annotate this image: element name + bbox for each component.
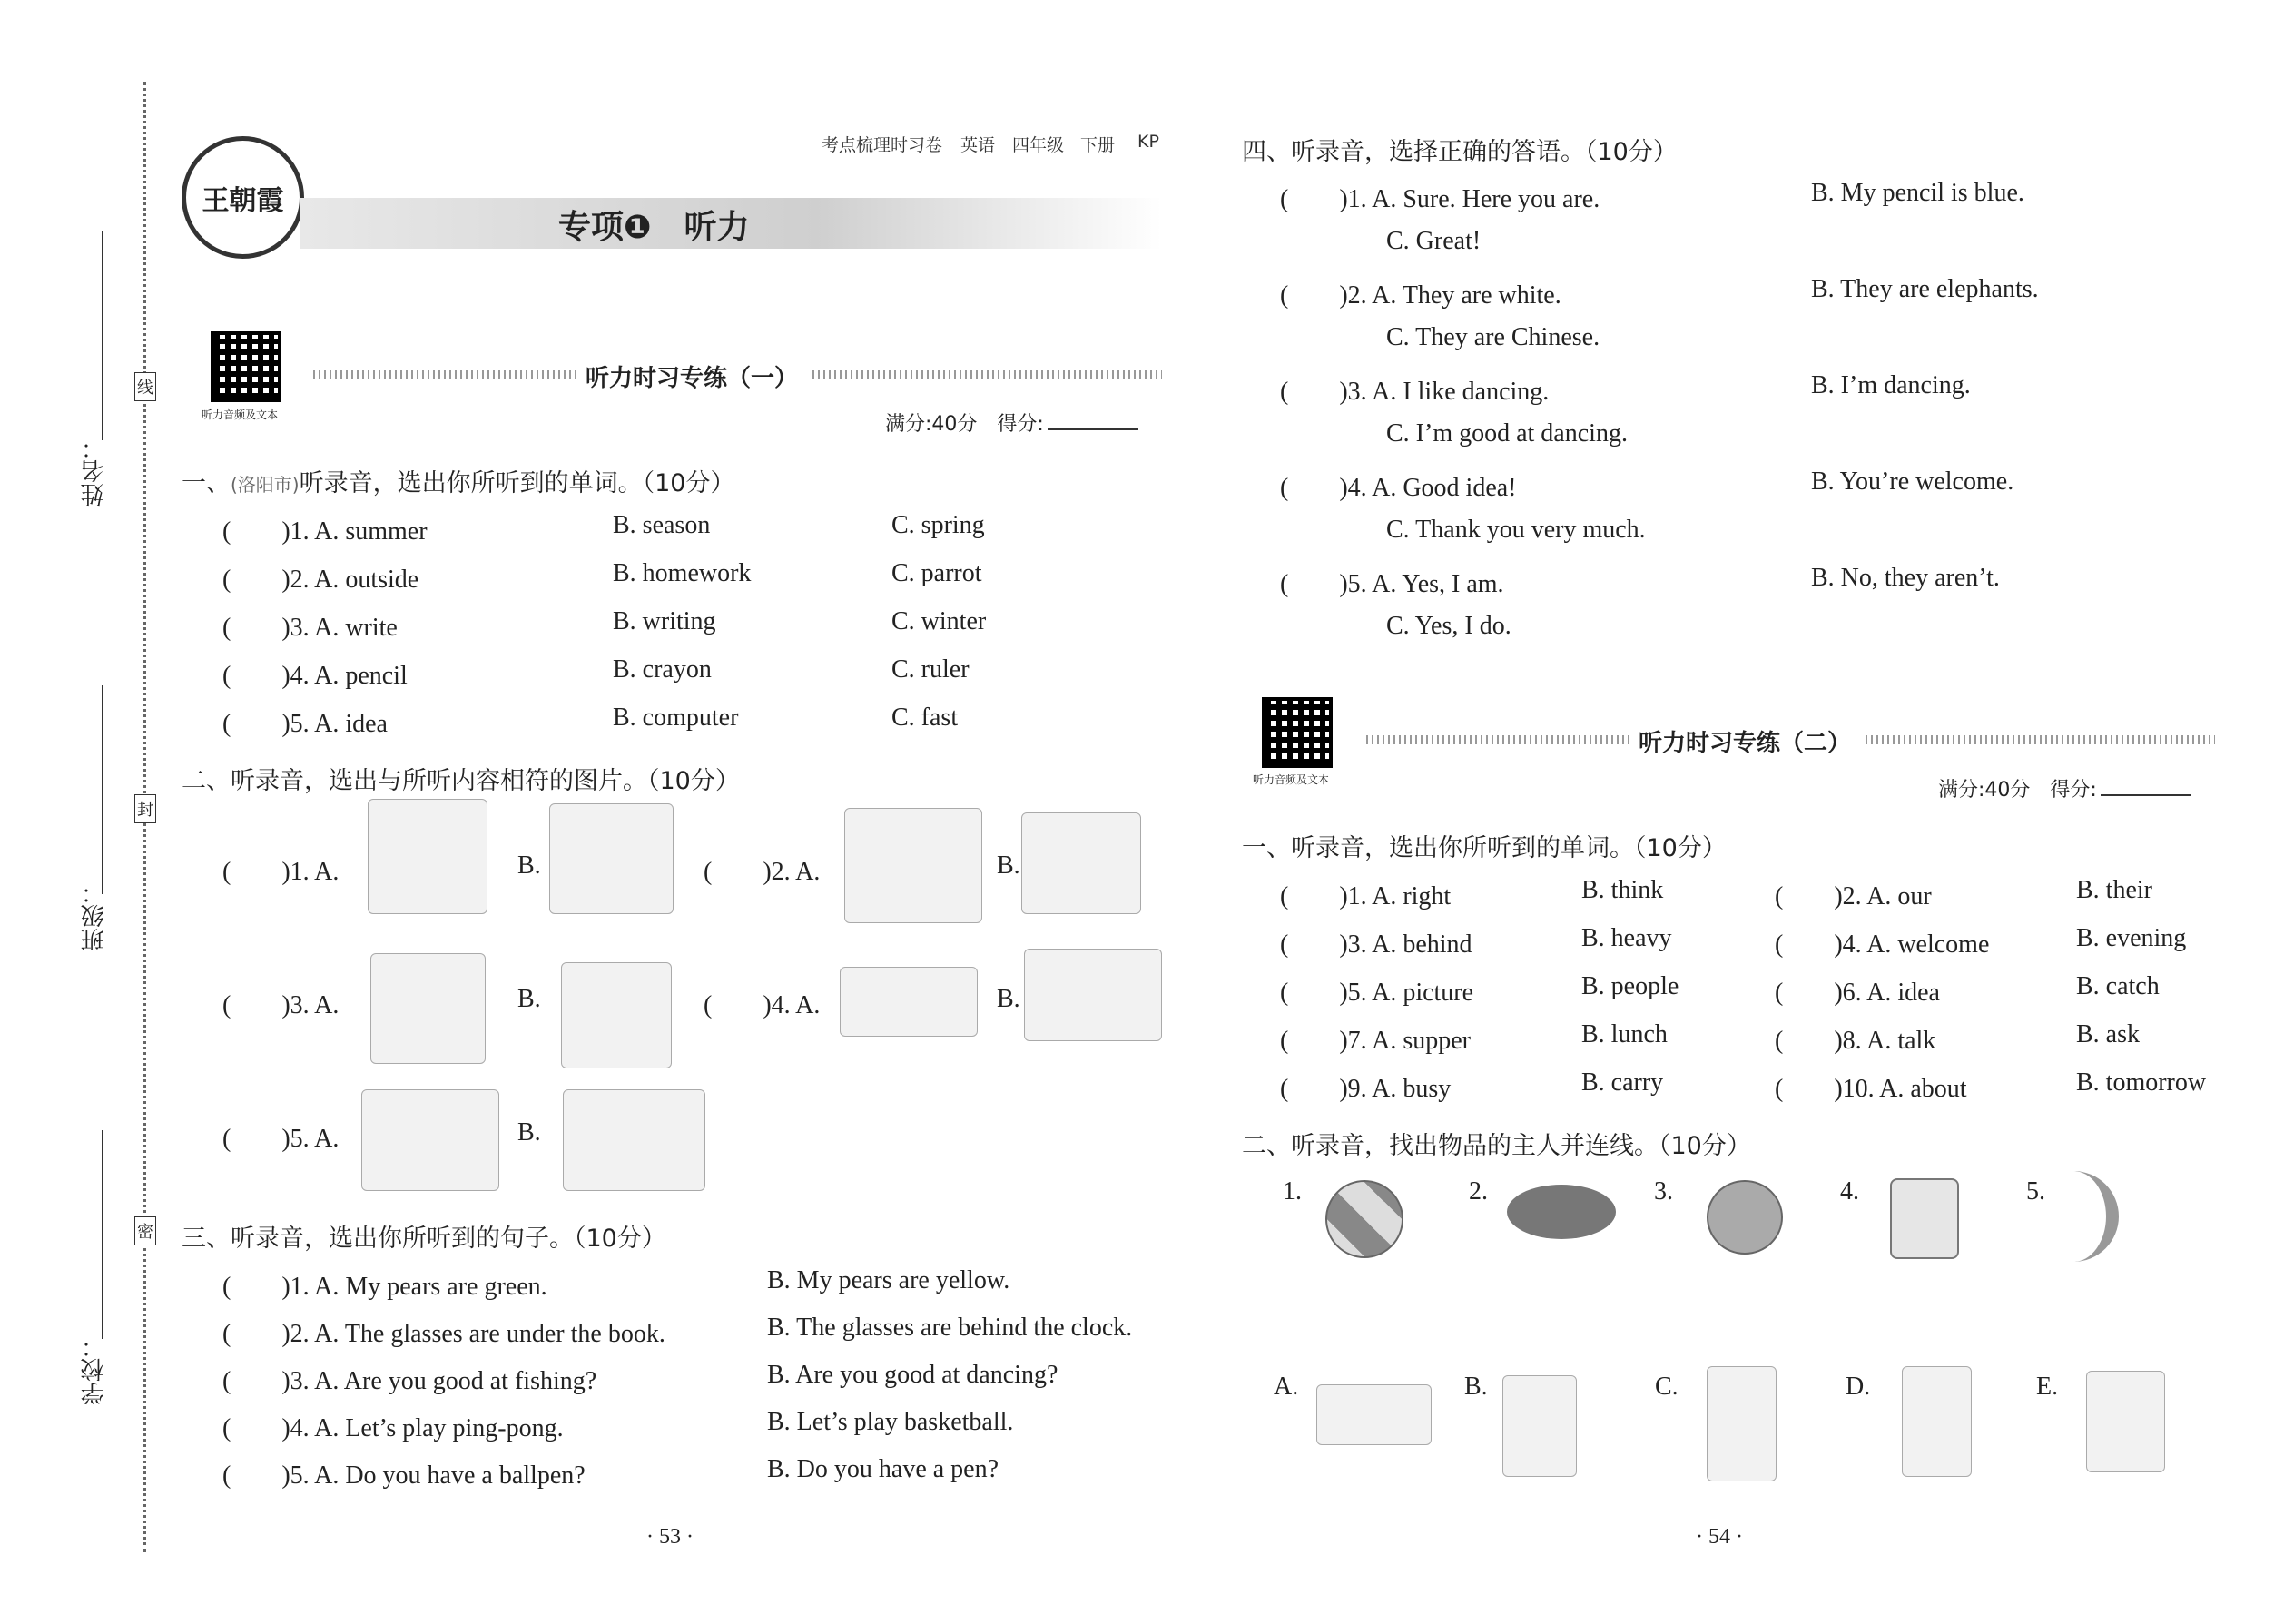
option-b: B. homework (613, 559, 752, 587)
page-title: 专项❶ 听力 (558, 209, 750, 246)
owner-label: E. (2036, 1373, 2059, 1401)
list-item[interactable]: ( )5. A. (222, 1125, 340, 1153)
score-blank[interactable] (2101, 794, 2191, 796)
divider (1366, 735, 1629, 744)
list-item[interactable]: ( )3. A. behind (1280, 930, 1472, 959)
owner-label: C. (1655, 1373, 1679, 1401)
option-b: B. season (613, 511, 711, 539)
option-c: C. They are Chinese. (1386, 323, 1600, 351)
option-c: C. parrot (891, 559, 982, 587)
option-b: B. They are elephants. (1811, 275, 2039, 303)
picture-cats (1024, 949, 1162, 1041)
section-title: 二、听录音，选出与所听内容相符的图片。（10分） (182, 767, 740, 795)
edition-label: KP (1137, 132, 1159, 152)
list-item[interactable]: ( )4. A. welcome (1775, 930, 1990, 959)
object-label: 5. (2026, 1177, 2045, 1206)
option-b: B. carry (1581, 1068, 1664, 1097)
picture-shoes-under-box (561, 962, 672, 1068)
option-b: B. (517, 851, 541, 880)
object-label: 3. (1654, 1177, 1673, 1206)
qr-caption-1: 听力音频及文本 (202, 408, 279, 421)
option-b: B. heavy (1581, 924, 1672, 952)
object-label: 4. (1840, 1177, 1859, 1206)
picture-boy-cooking (1021, 812, 1141, 914)
seal-mark-secret: 密 (134, 1216, 156, 1245)
option-c: C. Yes, I do. (1386, 612, 1511, 640)
list-item[interactable]: ( )8. A. talk (1775, 1027, 1936, 1055)
option-b: B. writing (613, 607, 716, 635)
qr-code-1[interactable] (211, 331, 281, 402)
option-b: B. (997, 851, 1020, 880)
option-b: B. (997, 985, 1020, 1013)
list-item[interactable]: ( )4. A. pencil (222, 662, 408, 690)
seal-mark-line: 线 (134, 372, 156, 401)
list-item[interactable]: ( )2. A. our (1775, 882, 1932, 910)
page-number-left: · 53 · (646, 1525, 694, 1549)
picture-apple (1707, 1180, 1783, 1255)
practice1-title: 听力时习专练（一） (586, 365, 799, 392)
picture-snowman (361, 1089, 499, 1191)
seal-mark-seal: 封 (134, 794, 156, 823)
section-title: 四、听录音，选择正确的答语。（10分） (1242, 138, 1678, 166)
list-item[interactable]: ( )5. A. idea (222, 710, 388, 738)
object-label: 2. (1469, 1177, 1488, 1206)
option-c: C. I’m good at dancing. (1386, 419, 1628, 448)
list-item[interactable]: ( )3. A. write (222, 614, 398, 642)
option-b: B. tomorrow (2076, 1068, 2207, 1097)
list-item[interactable]: ( )6. A. idea (1775, 979, 1940, 1007)
list-item[interactable]: ( )2. A. They are white. (1280, 281, 1561, 310)
option-b: B. The glasses are behind the clock. (767, 1314, 1133, 1342)
option-b: B. (517, 1118, 541, 1147)
school-label: 学校： (81, 1334, 108, 1405)
section-title: 一、听录音，选出你所听到的单词。（10分） (1242, 834, 1727, 862)
picture-spring-scene (563, 1089, 705, 1191)
list-item[interactable]: ( )3. A. I like dancing. (1280, 378, 1550, 406)
picture-panda (1502, 1375, 1577, 1477)
option-c: C. winter (891, 607, 987, 635)
picture-rabbits (840, 967, 978, 1037)
option-b: B. computer (613, 704, 739, 732)
list-item[interactable]: ( )4. A. Good idea! (1280, 474, 1517, 502)
qr-caption-2: 听力音频及文本 (1253, 773, 1330, 786)
option-b: B. My pears are yellow. (767, 1266, 1010, 1294)
option-c: C. spring (891, 511, 985, 539)
option-b: B. No, they aren’t. (1811, 564, 2000, 592)
option-b: B. Do you have a pen? (767, 1455, 999, 1483)
brand-logo: 王朝霞 (182, 136, 304, 259)
owner-label: A. (1274, 1373, 1299, 1401)
option-c: C. Great! (1386, 227, 1482, 255)
option-b: B. My pencil is blue. (1811, 179, 2024, 207)
option-b: B. catch (2076, 972, 2160, 1000)
list-item[interactable]: ( )1. A. (222, 858, 340, 886)
picture-bear (1707, 1366, 1777, 1481)
list-item[interactable]: ( )4. A. (704, 991, 821, 1019)
option-b: B. lunch (1581, 1020, 1668, 1048)
list-item[interactable]: ( )5. A. picture (1280, 979, 1474, 1007)
divider (313, 370, 576, 379)
picture-washing-face (844, 808, 982, 923)
option-b: B. (517, 985, 541, 1013)
list-item[interactable]: ( )5. A. Do you have a ballpen? (222, 1462, 586, 1490)
school-blank[interactable] (102, 1130, 103, 1339)
list-item[interactable]: ( )7. A. supper (1280, 1027, 1471, 1055)
picture-shoes-in-box (370, 953, 486, 1064)
list-item[interactable]: ( )1. A. Sure. Here you are. (1280, 185, 1600, 213)
option-b: B. You’re welcome. (1811, 468, 2014, 496)
term-label: 下册 (1080, 135, 1116, 155)
option-b: B. people (1581, 972, 1679, 1000)
object-label: 1. (1283, 1177, 1302, 1206)
list-item[interactable]: ( )5. A. Yes, I am. (1280, 570, 1504, 598)
page-number-right: · 54 · (1696, 1525, 1743, 1549)
picture-monkey (1902, 1366, 1972, 1477)
option-b: B. Are you good at dancing? (767, 1361, 1058, 1389)
option-b: B. I’m dancing. (1811, 371, 1971, 399)
picture-cat (1316, 1384, 1432, 1445)
option-c: C. Thank you very much. (1386, 516, 1646, 544)
practice2-title: 听力时习专练（二） (1639, 730, 1852, 757)
list-item[interactable]: ( )9. A. busy (1280, 1075, 1452, 1103)
list-item[interactable]: ( )2. A. outside (222, 566, 419, 594)
picture-ball (1325, 1180, 1403, 1258)
divider (1866, 735, 2215, 744)
list-item[interactable]: ( )3. A. (222, 991, 340, 1019)
series-label: 考点梳理时习卷 (822, 135, 943, 155)
practice2-score: 满分:40分 得分: (1938, 774, 2191, 802)
option-c: C. fast (891, 704, 959, 732)
divider (812, 370, 1162, 379)
list-item[interactable]: ( )4. A. Let’s play ping-pong. (222, 1414, 564, 1442)
owner-label: D. (1846, 1373, 1871, 1401)
option-c: C. ruler (891, 655, 970, 684)
list-item[interactable]: ( )1. A. right (1280, 882, 1452, 910)
score-blank[interactable] (1048, 428, 1138, 430)
option-b: B. their (2076, 876, 2152, 904)
list-item[interactable]: ( )2. A. The glasses are under the book. (222, 1320, 665, 1348)
qr-code-2[interactable] (1262, 697, 1333, 768)
picture-great-wall (549, 803, 674, 914)
name-label: 姓名： (81, 436, 108, 507)
option-b: B. think (1581, 876, 1664, 904)
list-item[interactable]: ( )2. A. (704, 858, 821, 886)
picture-dog (2086, 1371, 2165, 1472)
section-title: 三、听录音，选出你所听到的句子。（10分） (182, 1225, 666, 1253)
class-label: 班级： (81, 881, 108, 951)
list-item[interactable]: ( )10. A. about (1775, 1075, 1967, 1103)
list-item[interactable]: ( )3. A. Are you good at fishing? (222, 1367, 597, 1395)
subject-label: 英语 (960, 135, 996, 155)
option-b: B. ask (2076, 1020, 2140, 1048)
section-title: 一、(洛阳市)听录音，选出你所听到的单词。（10分） (182, 469, 735, 497)
picture-hat (1507, 1185, 1616, 1239)
name-blank[interactable] (102, 231, 103, 440)
practice1-score: 满分:40分 得分: (885, 408, 1138, 437)
option-b: B. crayon (613, 655, 712, 684)
list-item[interactable]: ( )1. A. summer (222, 517, 428, 546)
grade-label: 四年级 (1012, 135, 1065, 155)
picture-london-tower (368, 799, 487, 914)
picture-cup (1890, 1178, 1959, 1259)
list-item[interactable]: ( )1. A. My pears are green. (222, 1273, 547, 1301)
class-blank[interactable] (102, 685, 103, 894)
owner-label: B. (1464, 1373, 1488, 1401)
option-b: B. Let’s play basketball. (767, 1408, 1014, 1436)
section-title: 二、听录音，找出物品的主人并连线。（10分） (1242, 1132, 1751, 1160)
option-b: B. evening (2076, 924, 2187, 952)
picture-banana (2061, 1171, 2119, 1262)
